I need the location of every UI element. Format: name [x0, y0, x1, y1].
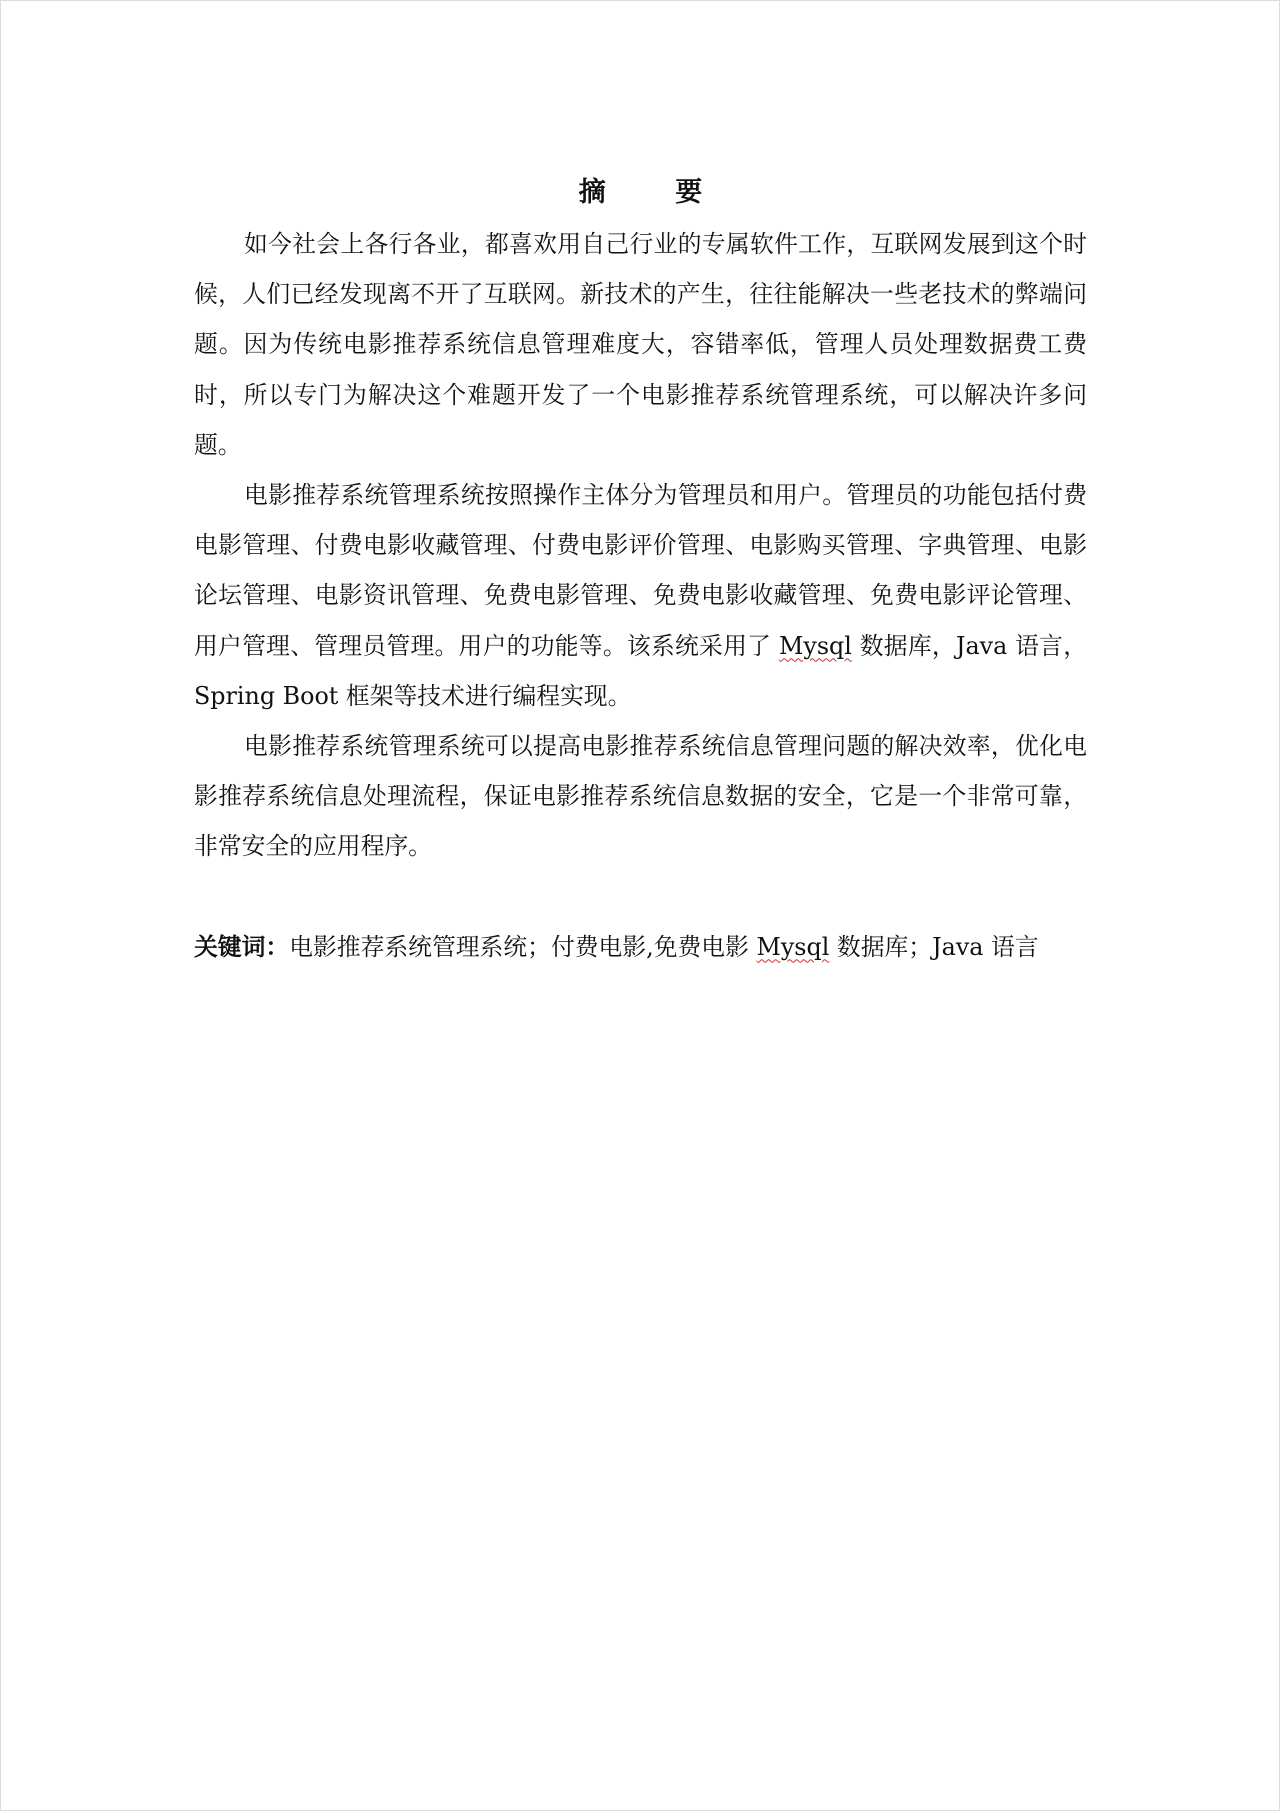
abstract-paragraph-2-tail: 数据库，Java 语言，Spring Boot 框架等技术进行编程实现。	[194, 631, 1087, 710]
abstract-title: 摘 要	[578, 177, 733, 208]
keywords-text-tail: 数据库；Java 语言	[829, 932, 1039, 961]
abstract-paragraph-3: 电影推荐系统管理系统可以提高电影推荐系统信息管理问题的解决效率，优化电影推荐系统信息处理流程，保证电影推荐系统信息数据的安全，它是一个非常可靠，非常安全的应用程序。	[194, 732, 1087, 861]
spellcheck-underlined-word: Mysql	[756, 932, 830, 961]
abstract-section	[194, 167, 1087, 972]
spacer	[194, 872, 1087, 922]
keywords-label: 关键词：	[194, 932, 290, 961]
keywords-line	[194, 922, 1087, 972]
spellcheck-underlined-word: Mysql	[779, 631, 852, 660]
abstract-paragraph-1: 如今社会上各行各业，都喜欢用自己行业的专属软件工作，互联网发展到这个时候，人们已经发现离不开了互联网。新技术的产生，往往能解决一些老技术的弊端问题。因为传统电影推荐系统信息管理难度大，容错率低，管理人员处理数据费工费时，所以专门为解决这个难题开发了一个电影推荐系统管理系统，可以解决许多问题。	[194, 230, 1087, 459]
abstract-paragraph-2	[194, 470, 1087, 721]
abstract-paragraph-2-text: 电影推荐系统管理系统按照操作主体分为管理员和用户。管理员的功能包括付费电影管理、付费电影收藏管理、付费电影评价管理、电影购买管理、字典管理、电影论坛管理、电影资讯管理、免费电影管理、免费电影收藏管理、免费电影评论管理、用户管理、管理员管理。用户的功能等。该系统采用了	[194, 481, 1087, 660]
keywords-text: 电影推荐系统管理系统；付费电影,免费电影	[289, 932, 757, 961]
